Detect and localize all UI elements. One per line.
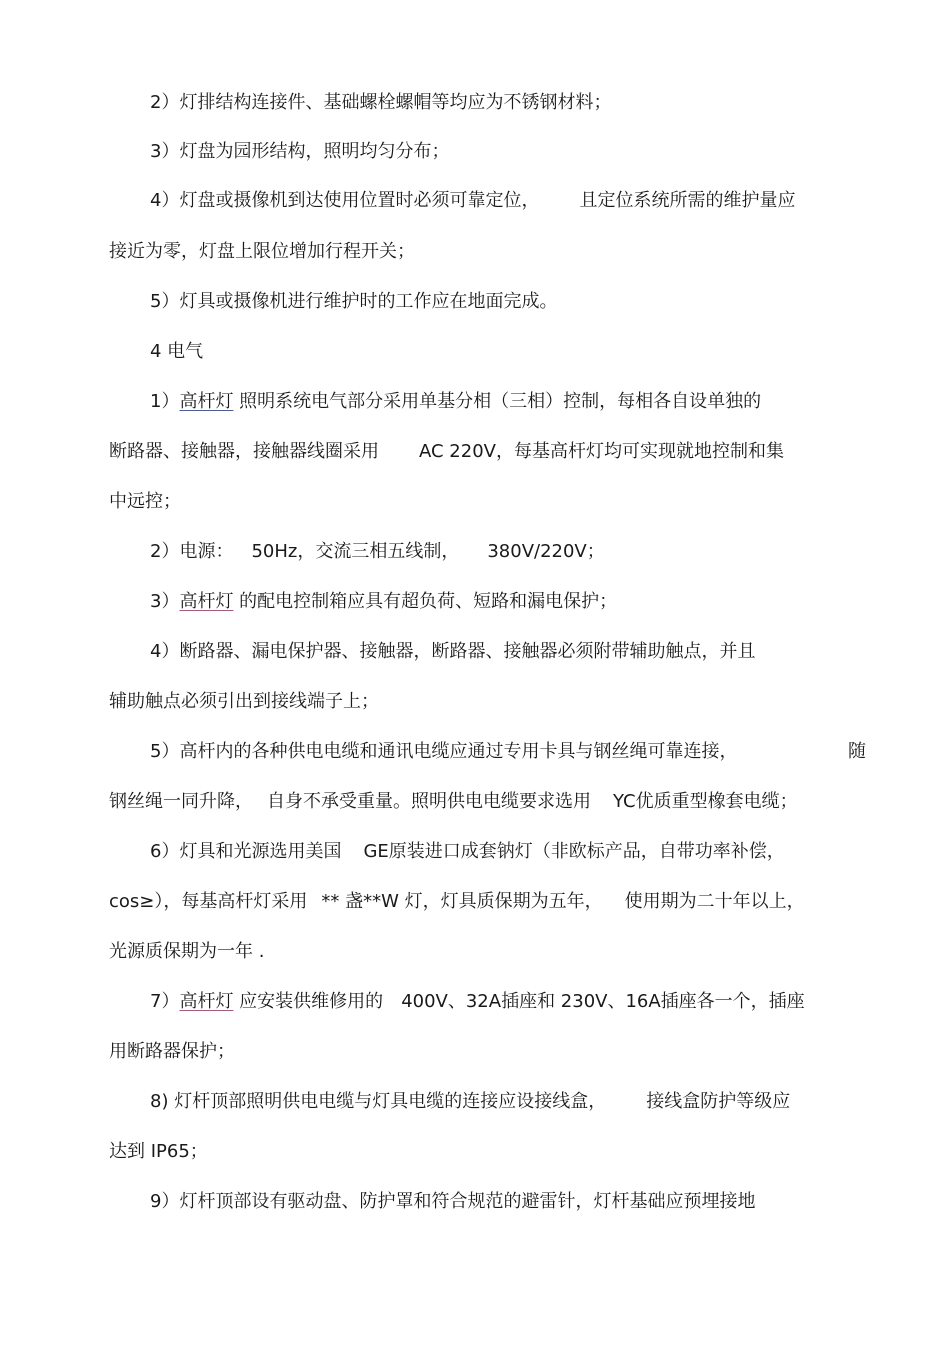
text-span: 5）高杆内的各种供电电缆和通讯电缆应通过专用卡具与钢丝绳可靠连接， — [150, 741, 738, 762]
text-span: 7） — [150, 991, 180, 1012]
text-span: 钢丝绳一同升降， — [109, 791, 253, 812]
text-span: 光源质保期为一年 . — [109, 941, 265, 962]
hyperlink-high-mast-light[interactable]: 高杆灯 — [179, 591, 234, 612]
text-span: 4）灯盘或摄像机到达使用位置时必须可靠定位， — [150, 190, 540, 211]
paragraph-line — [109, 690, 379, 714]
paragraph-line-tail — [848, 740, 866, 764]
paragraph-line — [150, 590, 617, 614]
text-span: 3） — [150, 591, 180, 612]
text-span: 1） — [150, 391, 180, 412]
text-span: 9）灯杆顶部设有驱动盘、防护罩和符合规范的避雷针，灯杆基础应预埋接地 — [150, 1191, 756, 1212]
paragraph-line — [150, 740, 737, 764]
text-span: 6）灯具和光源选用美国 — [150, 841, 342, 862]
text-span: 接线盒防护等级应 — [646, 1091, 791, 1112]
text-span: 且定位系统所需的维护量应 — [579, 190, 796, 211]
text-span: 照明系统电气部分采用单基分相（三相）控制，每相各自设单独的 — [233, 391, 762, 412]
text-span: 400V、32A插座和 230V、16A插座各一个，插座 — [401, 991, 805, 1012]
text-span: 辅助触点必须引出到接线端子上； — [109, 691, 379, 712]
text-span: 随 — [848, 741, 866, 762]
text-span: 4 电气 — [150, 341, 204, 362]
paragraph-line — [150, 640, 755, 664]
text-span: 达到 IP65； — [109, 1141, 208, 1162]
text-span: 4）断路器、漏电保护器、接触器，断路器、接触器必须附带辅助触点，并且 — [150, 641, 756, 662]
paragraph-line — [150, 140, 449, 164]
paragraph-line — [150, 1090, 790, 1114]
paragraph-line — [109, 490, 181, 514]
text-span: 380V/220V； — [487, 541, 605, 562]
text-span: cos≥），每基高杆灯采用 — [109, 891, 308, 912]
paragraph-line — [109, 440, 784, 464]
text-span: AC 220V，每基高杆灯均可实现就地控制和集 — [419, 441, 784, 462]
text-span: 应安装供维修用的 — [233, 991, 384, 1012]
text-span: 5）灯具或摄像机进行维护时的工作应在地面完成。 — [150, 291, 558, 312]
paragraph-line — [150, 1190, 755, 1214]
text-span: 50Hz，交流三相五线制， — [251, 541, 460, 562]
paragraph-line — [109, 1040, 235, 1064]
paragraph-line — [150, 290, 557, 314]
paragraph-line — [150, 189, 795, 213]
section-heading — [150, 340, 203, 364]
text-span: 8) 灯杆顶部照明供电电缆与灯具电缆的连接应设接线盒， — [150, 1091, 607, 1112]
text-span: 断路器、接触器，接触器线圈采用 — [109, 441, 379, 462]
text-span: 自身不承受重量。照明供电电缆要求选用 — [267, 791, 591, 812]
paragraph-line — [150, 990, 805, 1014]
paragraph-line — [109, 940, 264, 964]
hyperlink-high-mast-light[interactable]: 高杆灯 — [179, 391, 234, 412]
paragraph-line — [150, 390, 761, 414]
text-span: 中远控； — [109, 491, 181, 512]
text-span: 的配电控制箱应具有超负荷、短路和漏电保护； — [233, 591, 618, 612]
text-span: 用断路器保护； — [109, 1041, 235, 1062]
text-span: ** 盏**W 灯，灯具质保期为五年， — [321, 891, 603, 912]
paragraph-line — [109, 1140, 208, 1164]
paragraph-line — [109, 240, 415, 264]
text-span: YC优质重型橡套电缆； — [613, 791, 798, 812]
paragraph-line — [109, 890, 805, 914]
paragraph-line — [150, 91, 611, 115]
hyperlink-high-mast-light[interactable]: 高杆灯 — [179, 991, 234, 1012]
text-span: 接近为零，灯盘上限位增加行程开关； — [109, 241, 415, 262]
text-span: 使用期为二十年以上， — [624, 891, 805, 912]
text-span: GE原装进口成套钠灯（非欧标产品，自带功率补偿， — [363, 841, 785, 862]
paragraph-line — [109, 790, 798, 814]
paragraph-line — [150, 840, 785, 864]
text-span: 3）灯盘为园形结构，照明均匀分布； — [150, 141, 450, 162]
text-span: 2）灯排结构连接件、基础螺栓螺帽等均应为不锈钢材料； — [150, 92, 612, 113]
paragraph-line — [150, 540, 605, 564]
text-span: 2）电源： — [150, 541, 234, 562]
